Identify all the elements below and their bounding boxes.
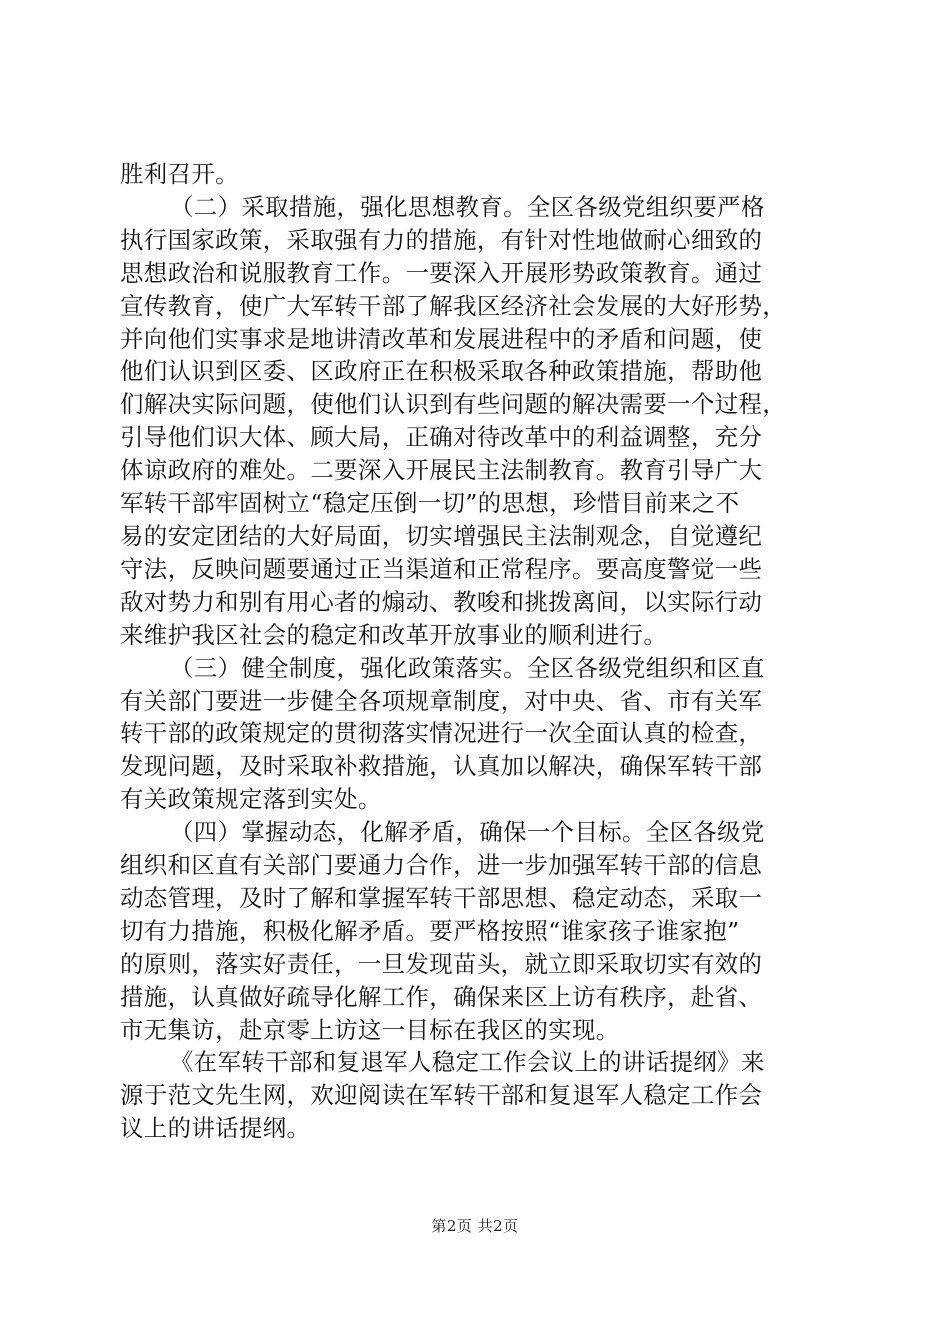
page-footer	[0, 1215, 950, 1236]
text-line: 他们认识到区委、区政府正在积极采取各种政策措施，帮助他	[120, 357, 763, 386]
text-line: 源于范文先生网，欢迎阅读在军转干部和复退军人稳定工作会	[120, 1081, 763, 1110]
document-body	[120, 158, 832, 1145]
text-line: 措施，认真做好疏导化解工作，确保来区上访有秩序，赴省、	[120, 982, 763, 1011]
text-line: 军转干部牢固树立“稳定压倒一切”的思想，珍惜目前来之不	[120, 489, 740, 518]
text-line: 宣传教育，使广大军转干部了解我区经济社会发展的大好形势，	[120, 291, 787, 320]
text-line: 切有力措施，积极化解矛盾。要严格按照“谁家孩子谁家抱”	[120, 916, 740, 945]
text-line: 体谅政府的难处。二要深入开展民主法制教育。教育引导广大	[120, 456, 763, 485]
text-line: 胜利召开。	[120, 160, 239, 188]
paragraph-1	[120, 158, 832, 191]
text-line: 议上的讲话提纲。	[120, 1114, 311, 1143]
text-line: 执行国家政策，采取强有力的措施，有针对性地做耐心细致的	[120, 225, 763, 254]
paragraph-3	[120, 652, 832, 817]
text-line: 发现问题，及时采取补救措施，认真加以解决，确保军转干部	[120, 752, 763, 781]
paragraph-5	[120, 1046, 832, 1145]
paragraph-4	[120, 816, 832, 1046]
text-line: （四）掌握动态，化解矛盾，确保一个目标。全区各级党	[170, 818, 765, 847]
text-line: 转干部的政策规定的贯彻落实情况进行一次全面认真的检查，	[120, 719, 763, 748]
text-line: 守法，反映问题要通过正当渠道和正常程序。要高度警觉一些	[120, 554, 763, 583]
text-line: 引导他们识大体、顾大局，正确对待改革中的利益调整，充分	[120, 423, 763, 452]
text-line: 敌对势力和别有用心者的煽动、教唆和挑拨离间，以实际行动	[120, 587, 763, 616]
text-line: 来维护我区社会的稳定和改革开放事业的顺利进行。	[120, 620, 668, 649]
text-line: 组织和区直有关部门要通力合作，进一步加强军转干部的信息	[120, 851, 763, 880]
text-line: 动态管理，及时了解和掌握军转干部思想、稳定动态，采取一	[120, 883, 763, 912]
text-line: 易的安定团结的大好局面，切实增强民主法制观念，自觉遵纪	[120, 521, 763, 550]
paragraph-2	[120, 191, 832, 652]
text-line: 有关部门要进一步健全各项规章制度，对中央、省、市有关军	[120, 686, 763, 715]
text-line: 《在军转干部和复退军人稳定工作会议上的讲话提纲》来	[170, 1048, 765, 1077]
text-line: （三）健全制度，强化政策落实。全区各级党组织和区直	[170, 653, 765, 682]
page-number-label: 第2页 共2页	[431, 1217, 519, 1235]
text-line: 并向他们实事求是地讲清改革和发展进程中的矛盾和问题，使	[120, 324, 763, 353]
text-line: 们解决实际问题，使他们认识到有些问题的解决需要一个过程，	[120, 390, 787, 419]
text-line: （二）采取措施，强化思想教育。全区各级党组织要严格	[170, 192, 765, 221]
text-line: 思想政治和说服教育工作。一要深入开展形势政策教育。通过	[120, 258, 763, 287]
text-line: 市无集访，赴京零上访这一目标在我区的实现。	[120, 1015, 620, 1044]
text-line: 的原则，落实好责任，一旦发现苗头，就立即采取切实有效的	[120, 949, 763, 978]
text-line: 有关政策规定落到实处。	[120, 785, 382, 814]
